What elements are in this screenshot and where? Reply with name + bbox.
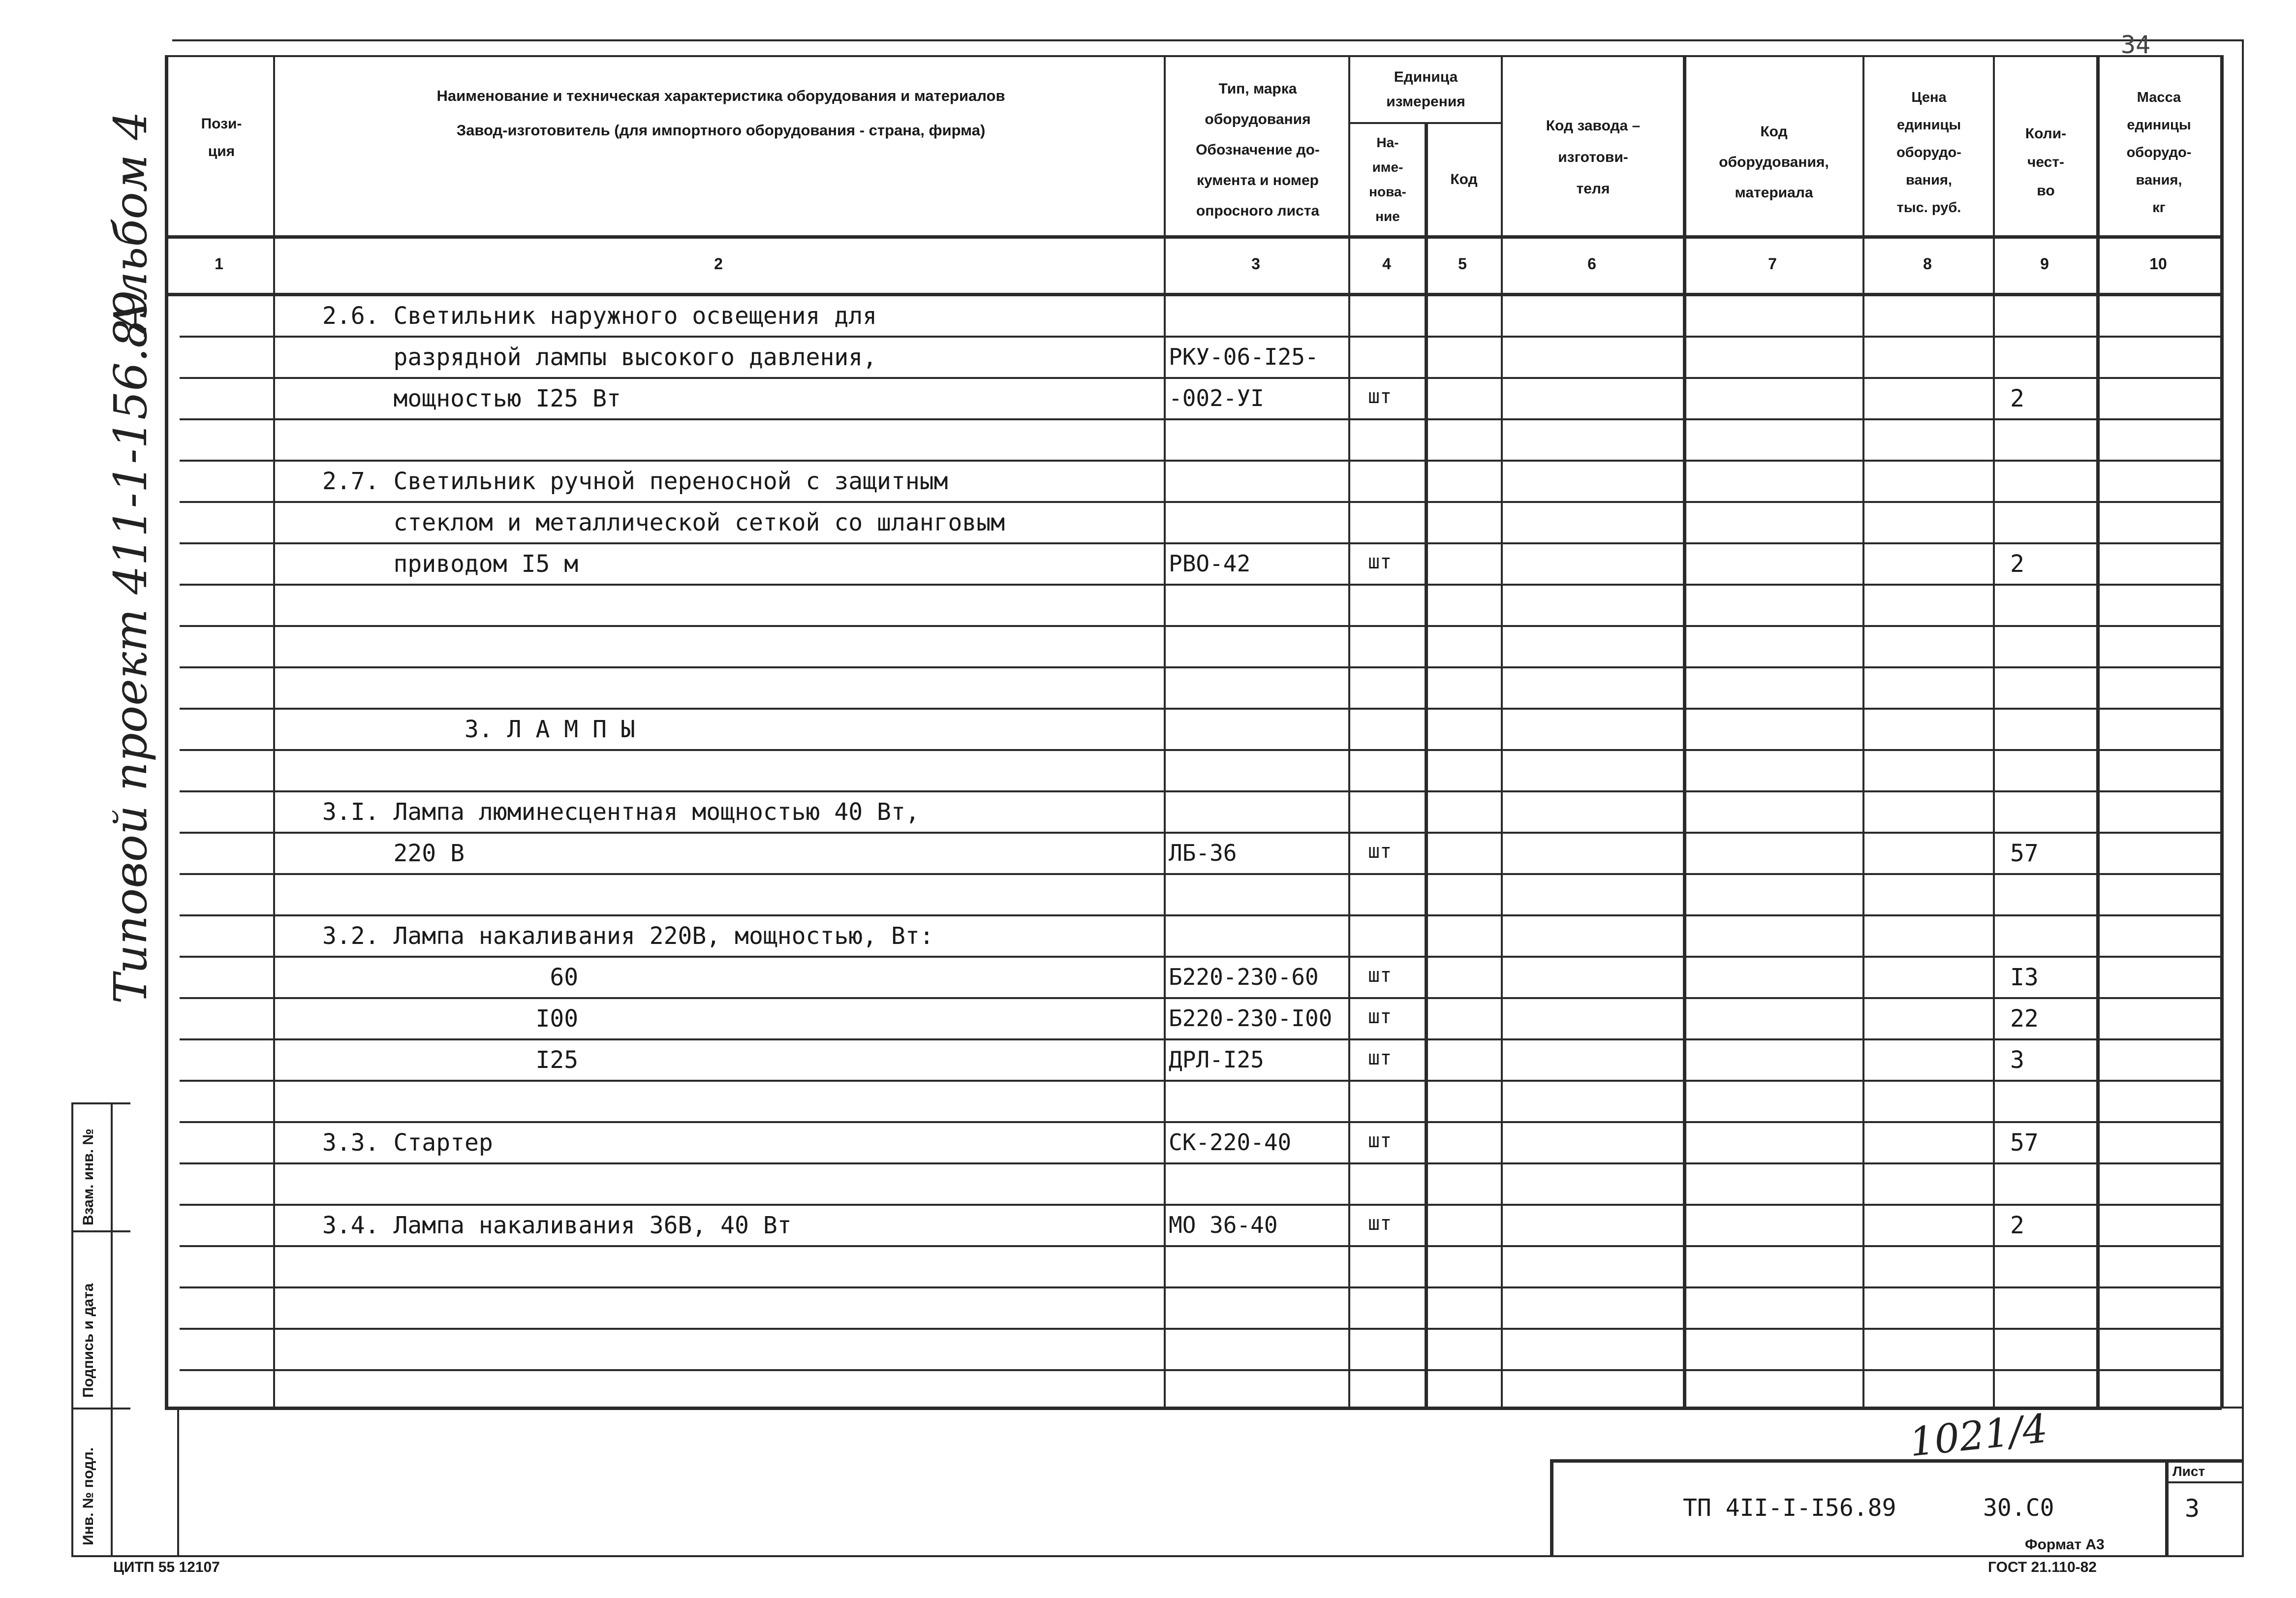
row-line	[180, 997, 2221, 999]
row-type: ЛБ-36	[1169, 840, 1237, 866]
side-stamp-line	[111, 1102, 113, 1556]
row-qty: 3	[2010, 1046, 2024, 1074]
row-type: Б220-230-60	[1169, 964, 1319, 990]
row-qty: 2	[2010, 1212, 2024, 1239]
stamp-inner-left-line	[177, 1407, 179, 1556]
sheet-number: 3	[2185, 1494, 2200, 1523]
row-name: приводом I5 м	[322, 550, 579, 578]
footer-left-label: ЦИТП 55 12107	[113, 1559, 220, 1575]
row-name: 3.4. Лампа накаливания 36В, 40 Вт	[322, 1212, 792, 1239]
row-line	[180, 1328, 2221, 1330]
column-number: 3	[1251, 255, 1260, 273]
row-name: 3.2. Лампа накаливания 220В, мощностью, Вт:	[322, 922, 934, 950]
frame-top-line	[172, 39, 2243, 41]
row-line	[180, 542, 2221, 544]
row-name: I25	[322, 1046, 579, 1074]
row-qty: 2	[2010, 385, 2024, 412]
frame-bottom-line	[71, 1555, 2243, 1557]
title-designation: ТП 4II-I-I56.89	[1683, 1494, 1896, 1522]
row-line	[180, 832, 2221, 834]
row-name: 3.I. Лампа люминесцентная мощностью 40 Вт,	[322, 798, 920, 826]
row-qty: 57	[2010, 840, 2039, 867]
column-number: 7	[1768, 255, 1777, 273]
row-unit: шт	[1368, 1047, 1392, 1069]
row-line	[180, 1080, 2221, 1082]
row-unit: шт	[1368, 964, 1392, 987]
row-type: МО 36-40	[1169, 1212, 1278, 1238]
col-line	[1425, 122, 1428, 1409]
sheet-label: Лист	[2172, 1464, 2205, 1479]
header-position: Пози- ция	[201, 116, 242, 159]
row-line	[180, 956, 2221, 958]
title-code: 30.С0	[1983, 1494, 2054, 1522]
row-unit: шт	[1368, 551, 1392, 573]
row-name: 3. Л А М П Ы	[322, 716, 635, 743]
row-type: РКУ-06-I25-	[1169, 344, 1319, 370]
side-stamp-inv: Инв. № подл.	[80, 1447, 96, 1545]
row-type: Б220-230-I00	[1169, 1005, 1333, 1032]
row-name: разрядной лампы высокого давления,	[322, 344, 877, 371]
header-name: Наименование и техническая характеристика оборудования и материалов Завод-изготовитель (для импортного оборудования - страна, фирма)	[436, 87, 1005, 139]
row-line	[180, 460, 2221, 462]
column-number: 5	[1458, 255, 1467, 273]
row-qty: I3	[2010, 964, 2039, 991]
table-top-line	[165, 55, 2222, 57]
row-line	[180, 377, 2221, 379]
side-label-project: Типовой проект 411-1-156.89	[104, 290, 157, 1004]
row-type: ДРЛ-I25	[1169, 1046, 1264, 1073]
column-number: 1	[215, 255, 223, 273]
header-equip-code: Код оборудования, материала	[1719, 124, 1829, 201]
row-unit: шт	[1368, 1212, 1392, 1235]
row-line	[180, 914, 2221, 916]
row-line	[180, 1286, 2221, 1288]
row-line	[180, 418, 2221, 420]
row-line	[180, 1038, 2221, 1040]
column-number: 8	[1923, 255, 1932, 273]
row-name: I00	[322, 1005, 579, 1033]
row-unit: шт	[1368, 1129, 1392, 1152]
row-name: 2.6. Светильник наружного освещения для	[322, 302, 877, 330]
side-stamp-line	[71, 1230, 130, 1232]
gost-label: ГОСТ 21.110-82	[1988, 1559, 2097, 1575]
row-line	[180, 790, 2221, 792]
row-line	[180, 1245, 2221, 1247]
header-unit-code: Код	[1450, 171, 1478, 188]
row-type: -002-УI	[1169, 385, 1264, 411]
table-number-line	[165, 293, 2222, 296]
row-line	[180, 666, 2221, 668]
row-name: мощностью I25 Вт	[322, 385, 621, 412]
column-number: 4	[1382, 255, 1391, 273]
row-line	[180, 1121, 2221, 1123]
side-label-album: Альбом 4	[104, 111, 157, 335]
row-name: 3.3. Стартер	[322, 1129, 493, 1157]
row-unit: шт	[1368, 385, 1392, 408]
row-type: СК-220-40	[1169, 1129, 1292, 1156]
row-line	[180, 708, 2221, 710]
column-number: 6	[1587, 255, 1596, 273]
row-unit: шт	[1368, 1005, 1392, 1028]
row-line	[180, 1369, 2221, 1371]
row-line	[180, 1204, 2221, 1206]
row-qty: 22	[2010, 1005, 2039, 1033]
row-line	[180, 336, 2221, 338]
format-label: Формат А3	[2025, 1536, 2105, 1553]
row-line	[180, 584, 2221, 586]
title-block-top-line	[1550, 1459, 2242, 1463]
side-stamp-vzam: Взам. инв. №	[80, 1128, 96, 1225]
header-mass: Масса единицы оборудо- вания, кг	[2126, 90, 2192, 216]
side-stamp-line	[71, 1408, 130, 1410]
row-type: РВО-42	[1169, 550, 1251, 577]
stamp-top-line	[177, 1407, 2242, 1409]
table-left-line	[165, 55, 168, 1409]
row-name: 60	[322, 964, 579, 991]
table-right-line	[2220, 55, 2224, 1409]
column-number: 2	[714, 255, 723, 273]
header-plant-code: Код завода – изготови- теля	[1546, 118, 1641, 197]
row-line	[180, 625, 2221, 627]
row-unit: шт	[1368, 840, 1392, 863]
side-stamp-podpis: Подпись и дата	[80, 1283, 96, 1398]
row-name: 220 В	[322, 840, 465, 867]
header-type: Тип, марка оборудования Обозначение до- кумента и номер опросного листа	[1196, 81, 1320, 219]
side-stamp-line	[71, 1102, 130, 1104]
header-unit: Единица измерения	[1386, 69, 1465, 110]
title-block-sheet-line	[2165, 1459, 2169, 1556]
page-number: 34	[2121, 31, 2151, 59]
row-line	[180, 501, 2221, 503]
column-number: 10	[2149, 255, 2167, 273]
title-block-sheet-split	[2165, 1481, 2242, 1483]
row-line	[180, 1162, 2221, 1164]
table-header-line	[165, 235, 2222, 239]
handwritten-number: 1021/4	[1907, 1405, 2050, 1466]
row-name: 2.7. Светильник ручной переносной с защитным	[322, 468, 948, 495]
frame-right-line	[2242, 39, 2244, 1557]
column-number: 9	[2040, 255, 2049, 273]
row-line	[180, 873, 2221, 875]
header-qty: Коли- чест- во	[2025, 125, 2067, 199]
row-qty: 57	[2010, 1129, 2039, 1157]
header-unit-name: На- име- нова- ние	[1369, 135, 1406, 224]
header-price: Цена единицы оборудо- вания, тыс. руб.	[1896, 90, 1961, 216]
row-line	[180, 749, 2221, 751]
row-name: стеклом и металлической сеткой со шланговым	[322, 509, 1005, 536]
title-block-left-line	[1550, 1459, 1553, 1556]
stamp-left-line	[71, 1102, 73, 1556]
row-qty: 2	[2010, 550, 2024, 578]
